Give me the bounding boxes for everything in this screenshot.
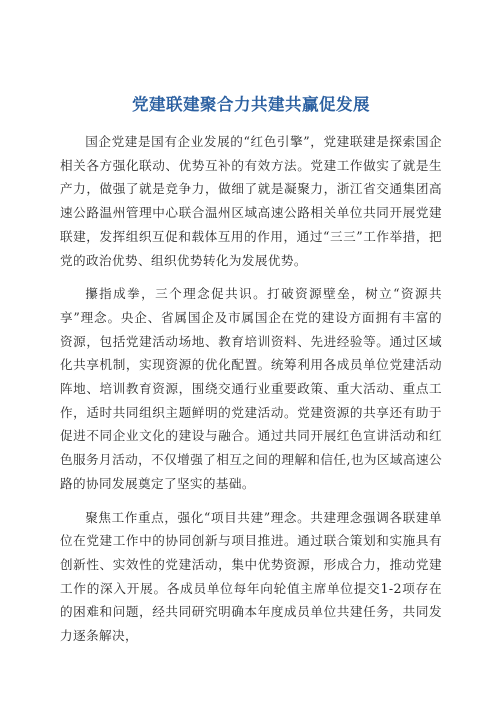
document-title: 党建联建聚合力共建共赢促发展 (132, 95, 370, 114)
paragraph-resource-sharing: 攥指成拳，三个理念促共识。打破资源壁垒，树立“资源共享”理念。央企、省属国企及市属国企在党的建设方面拥有丰富的资源，包括党建活动场地、教育培训资料、先进经验等。通过区域化共享机制，实现资源的优化配置。统筹利用各成员单位党建活动阵地、培训教育资源，围绕交通行业重要政策、重大活动、重点工作，适时共同组织主题鲜明的党建活动。党建资源的共享还有助于促进不同企业文化的建设与融合。通过共同开展红色宣讲活动和红色服务月活动，不仅增强了相互之间的理解和信任,也为区域高速公路的协同发展奠定了坚实的基础。 (60, 286, 442, 491)
paragraph-intro: 国企党建是国有企业发展的“红色引擎”，党建联建是探索国企相关各方强化联动、优势互补的有效方法。党建工作做实了就是生产力，做强了就是竞争力，做细了就是凝聚力，浙江省交通集团高速公路温州管理中心联合温州区域高速公路相关单位共同开展党建联建，发挥组织互促和载体互用的作用，通过“三三”工作举措，把党的政治优势、组织优势转化为发展优势。 (60, 134, 442, 268)
paragraph-project-cobuild: 聚焦工作重点，强化“项目共建”理念。共建理念强调各联建单位在党建工作中的协同创新与项目推进。通过联合策划和实施具有创新性、实效性的党建活动，集中优势资源，形成合力，推动党建工作的深入开展。各成员单位每年向轮值主席单位提交1-2项存在的困难和问题，经共同研究明确本年度成员单位共建任务，共同发力逐条解决， (60, 509, 442, 644)
